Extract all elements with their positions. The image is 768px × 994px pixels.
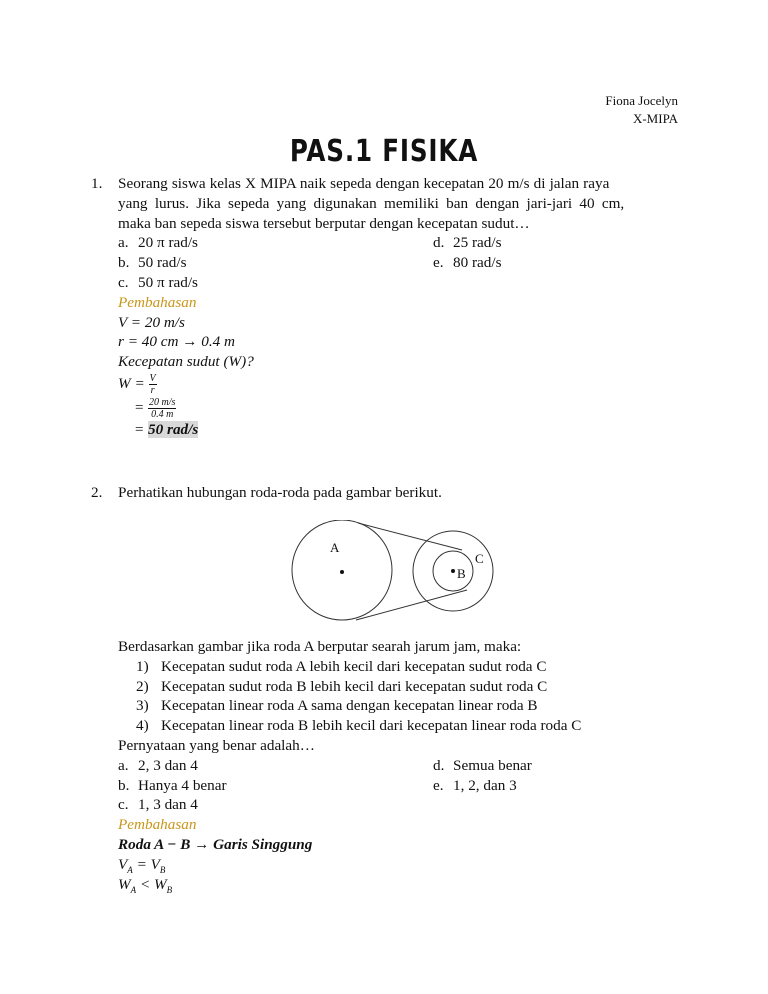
- option-text: 1, 2, dan 3: [453, 776, 517, 794]
- solution-line: [118, 855, 691, 875]
- option-b[interactable]: [118, 253, 187, 273]
- var: W: [154, 875, 167, 893]
- subscript: A: [130, 884, 137, 895]
- solution-line: Kecepatan sudut (W)?: [118, 353, 254, 371]
- author-class: X-MIPA: [632, 111, 678, 126]
- options-list: [118, 233, 691, 292]
- wheel-a-center: [340, 570, 344, 574]
- option-letter: e.: [433, 776, 444, 794]
- numerator: V: [149, 372, 156, 384]
- question-number: 1.: [91, 175, 103, 192]
- author-block: [605, 92, 678, 128]
- option-c[interactable]: [118, 795, 198, 815]
- label-b: B: [457, 566, 466, 581]
- label-a: A: [330, 540, 340, 555]
- statement-intro: Berdasarkan gambar jika roda A berputar searah jarum jam, maka:: [118, 638, 522, 655]
- option-d[interactable]: [433, 756, 532, 776]
- solution-substitution: [118, 396, 691, 420]
- discussion-label: Pembahasan: [118, 293, 197, 311]
- option-text: 20 π rad/s: [138, 234, 198, 252]
- option-d[interactable]: [433, 233, 502, 253]
- statement-number: 2): [136, 677, 149, 695]
- option-a[interactable]: [118, 233, 198, 253]
- numerator: 20 m/s: [149, 396, 176, 408]
- option-b[interactable]: [118, 776, 227, 796]
- var: V: [150, 855, 160, 873]
- formula-lhs: W =: [118, 374, 145, 392]
- option-letter: d.: [433, 756, 445, 774]
- question-body: [118, 637, 691, 894]
- options-list: [118, 756, 691, 815]
- option-text: 50 rad/s: [138, 254, 187, 272]
- question-text-line: Seorang siswa kelas X MIPA naik sepeda dengan kecepatan 20 m/s di jalan raya: [118, 175, 610, 192]
- belt-top: [358, 523, 462, 550]
- equals-sign: =: [134, 398, 145, 416]
- fraction: [149, 373, 157, 396]
- question-prompt: Pernyataan yang benar adalah…: [118, 736, 315, 754]
- denominator: r: [150, 384, 155, 396]
- option-text: Semua benar: [453, 756, 532, 774]
- option-a[interactable]: [118, 756, 198, 776]
- option-text: 50 π rad/s: [138, 273, 198, 291]
- option-letter: c.: [118, 796, 129, 814]
- option-letter: b.: [118, 254, 130, 272]
- statement-item: [136, 657, 546, 677]
- solution-line: V = 20 m/s: [118, 313, 185, 331]
- solution-answer: [118, 420, 691, 440]
- statement-list: [118, 657, 691, 736]
- var: W: [118, 875, 131, 893]
- var: V: [118, 855, 128, 873]
- discussion-label: Pembahasan: [118, 816, 197, 834]
- question-text-line: Perhatikan hubungan roda-roda pada gambar berikut.: [118, 484, 442, 501]
- option-text: 80 rad/s: [453, 254, 502, 272]
- label-c: C: [475, 551, 484, 566]
- belt-bottom: [356, 590, 467, 620]
- option-c[interactable]: [118, 273, 198, 293]
- statement-text: Kecepatan linear roda A sama dengan kecepatan linear roda B: [161, 697, 538, 715]
- question-number: 2.: [91, 484, 103, 501]
- solution-line: r = 40 cm → 0.4 m: [118, 333, 235, 351]
- equals-sign: =: [134, 420, 145, 438]
- author-name: Fiona Jocelyn: [605, 93, 678, 108]
- option-text: 1, 3 dan 4: [138, 796, 198, 814]
- option-letter: c.: [118, 273, 129, 291]
- option-letter: a.: [118, 756, 129, 774]
- question-body: [118, 483, 691, 503]
- question-text-line: maka ban sepeda siswa tersebut berputar dengan kecepatan sudut…: [118, 214, 530, 232]
- option-letter: d.: [433, 234, 445, 252]
- statement-item: [136, 696, 538, 716]
- fraction: [148, 397, 176, 420]
- highlighted-answer: 50 rad/s: [148, 420, 199, 438]
- solution-line: [118, 875, 691, 895]
- option-text: 2, 3 dan 4: [138, 756, 198, 774]
- statement-text: Kecepatan sudut roda B lebih kecil dari kecepatan sudut roda C: [161, 677, 548, 695]
- wheels-diagram: [285, 520, 495, 625]
- statement-item: [136, 716, 581, 736]
- option-letter: b.: [118, 776, 130, 794]
- option-text: 25 rad/s: [453, 234, 502, 252]
- statement-text: Kecepatan linear roda B lebih kecil dari kecepatan linear roda roda C: [161, 717, 582, 735]
- wheel-b-center: [451, 569, 455, 573]
- option-text: Hanya 4 benar: [138, 776, 227, 794]
- subscript: A: [127, 864, 133, 875]
- option-e[interactable]: [433, 776, 517, 796]
- option-letter: e.: [433, 254, 444, 272]
- operator: =: [132, 855, 151, 873]
- statement-number: 4): [136, 717, 149, 735]
- statement-item: [136, 677, 547, 697]
- solution-formula: [118, 372, 691, 396]
- statement-number: 1): [136, 657, 149, 675]
- denominator: 0.4 m: [151, 408, 174, 420]
- subscript: B: [166, 884, 173, 895]
- statement-number: 3): [136, 697, 149, 715]
- page-title: PAS.1 FISIKA: [289, 134, 479, 169]
- statement-text: Kecepatan sudut roda A lebih kecil dari kecepatan sudut roda C: [161, 657, 547, 675]
- subscript: B: [159, 864, 166, 875]
- question-text-line: yang lurus. Jika sepeda yang digunakan memiliki ban dengan jari-jari 40 cm,: [118, 194, 625, 212]
- question-body: [118, 174, 691, 440]
- solution-line: Roda A − B → Garis Singgung: [118, 835, 313, 853]
- option-letter: a.: [118, 234, 129, 252]
- operator: <: [136, 875, 154, 893]
- option-e[interactable]: [433, 253, 502, 273]
